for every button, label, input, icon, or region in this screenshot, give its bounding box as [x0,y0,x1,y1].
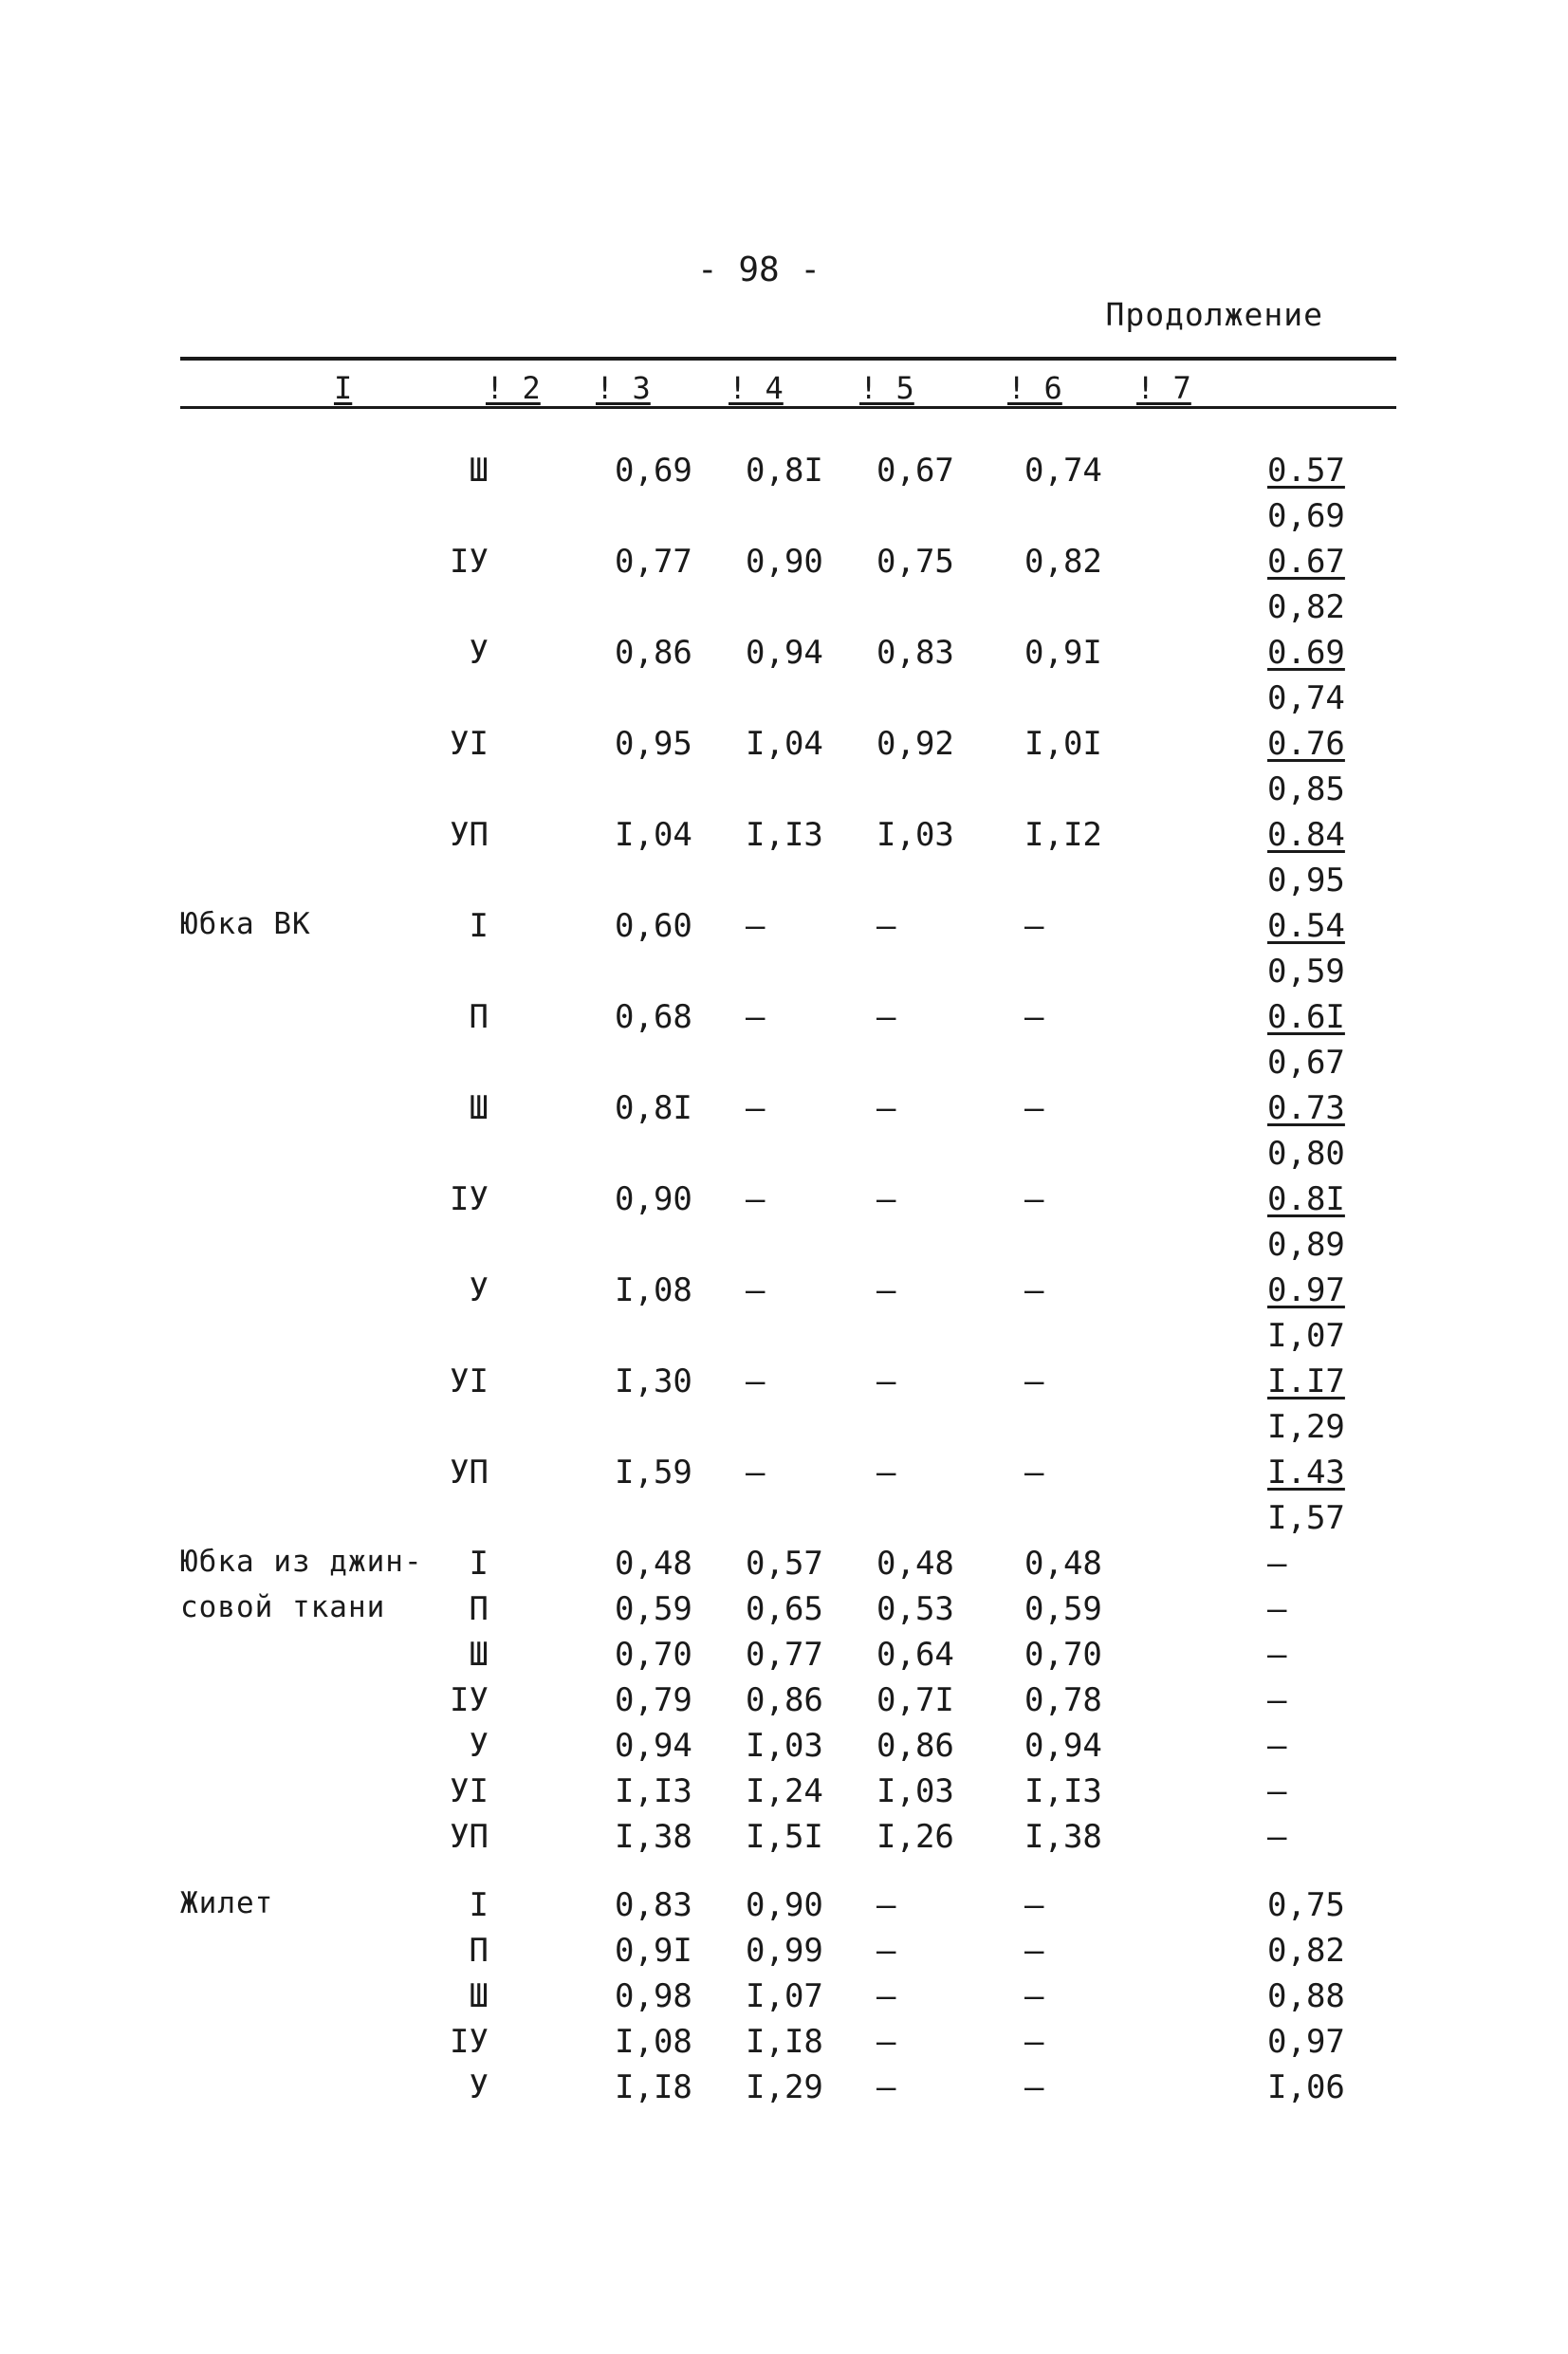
cell-col5: – [876,1271,896,1309]
cell-size: УП [450,1454,489,1492]
cell-size: IУ [450,543,489,581]
cell-col6: 0,82 [1024,543,1102,581]
cell-col4: I,I8 [746,2023,823,2061]
cell-col3: I,I8 [615,2068,692,2106]
header-col-3: ! 3 [596,370,651,406]
cell-col3: I,08 [615,1271,692,1309]
cell-col3: 0,95 [615,725,692,763]
cell-col7: – [1267,1818,1287,1856]
cell-size: У [469,1727,489,1765]
header-col-5: ! 5 [859,370,914,406]
cell-col6: 0,74 [1024,452,1102,490]
cell-size: I [469,1886,489,1924]
cell-size: П [469,1590,489,1628]
cell-col6: – [1024,1271,1044,1309]
cell-col4: 0,77 [746,1636,823,1674]
cell-col7: – [1267,1545,1287,1583]
cell-col6: 0,78 [1024,1681,1102,1719]
cell-col4: – [746,998,766,1036]
cell-col7-top: 0.69 [1267,634,1345,672]
cell-col3: 0,69 [615,452,692,490]
cell-col7-bottom: 0,80 [1267,1135,1345,1173]
cell-col6: – [1024,2068,1044,2106]
page-number: - 98 - [696,250,821,289]
cell-col7: – [1267,1772,1287,1810]
cell-col5: – [876,1454,896,1492]
cell-col4: – [746,1362,766,1400]
cell-col6: 0,48 [1024,1545,1102,1583]
cell-col4: 0,57 [746,1545,823,1583]
cell-col3: I,04 [615,816,692,854]
header-col-2: ! 2 [486,370,541,406]
cell-col6: I,I2 [1024,816,1102,854]
cell-col5: 0,48 [876,1545,954,1583]
cell-col5: 0,64 [876,1636,954,1674]
cell-col6: – [1024,907,1044,945]
header-col-4: ! 4 [729,370,784,406]
cell-col3: I,38 [615,1818,692,1856]
cell-size: IУ [450,2023,489,2061]
cell-col3: I,30 [615,1362,692,1400]
cell-col5: – [876,998,896,1036]
cell-col7: I,06 [1267,2068,1345,2106]
cell-size: П [469,998,489,1036]
cell-col7: 0,75 [1267,1886,1345,1924]
cell-col7-bottom: 0,67 [1267,1044,1345,1082]
cell-size: Ш [469,1977,489,2015]
cell-col3: 0,68 [615,998,692,1036]
cell-size: Ш [469,1636,489,1674]
cell-col5: 0,86 [876,1727,954,1765]
cell-col5: 0,75 [876,543,954,581]
group-label: совой ткани [180,1590,386,1624]
cell-col7-top: 0.8I [1267,1180,1345,1218]
cell-col6: I,0I [1024,725,1102,763]
cell-size: IУ [450,1180,489,1218]
cell-col3: 0,86 [615,634,692,672]
cell-col3: 0,70 [615,1636,692,1674]
cell-col3: 0,98 [615,1977,692,2015]
cell-col6: 0,70 [1024,1636,1102,1674]
cell-col6: I,38 [1024,1818,1102,1856]
group-label: Юбка из джин- [180,1545,423,1579]
cell-col7-bottom: I,57 [1267,1499,1345,1537]
cell-size: УI [450,725,489,763]
cell-size: УI [450,1772,489,1810]
cell-col7: – [1267,1681,1287,1719]
cell-col4: 0,90 [746,543,823,581]
cell-col3: I,I3 [615,1772,692,1810]
cell-col6: – [1024,1362,1044,1400]
header-col-7: ! 7 [1136,370,1191,406]
cell-col7: – [1267,1636,1287,1674]
cell-col3: 0,60 [615,907,692,945]
cell-col3: 0,8I [615,1089,692,1127]
cell-col5: – [876,1089,896,1127]
cell-col7: 0,82 [1267,1932,1345,1970]
cell-col6: – [1024,1454,1044,1492]
cell-col5: I,03 [876,1772,954,1810]
cell-size: IУ [450,1681,489,1719]
header-row [0,370,1568,404]
cell-col5: 0,67 [876,452,954,490]
cell-col7: 0,88 [1267,1977,1345,2015]
cell-col7: 0,97 [1267,2023,1345,2061]
cell-col6: – [1024,1886,1044,1924]
cell-col4: – [746,1180,766,1218]
cell-col7-bottom: 0,95 [1267,862,1345,899]
cell-col5: – [876,1362,896,1400]
cell-col3: 0,77 [615,543,692,581]
cell-col5: 0,92 [876,725,954,763]
cell-col7-bottom: 0,82 [1267,588,1345,626]
cell-col6: – [1024,998,1044,1036]
cell-col7-top: 0.6I [1267,998,1345,1036]
cell-col3: I,59 [615,1454,692,1492]
header-col-1: I [334,370,353,406]
cell-col4: 0,90 [746,1886,823,1924]
group-label: Юбка ВК [180,907,311,941]
cell-col4: 0,94 [746,634,823,672]
cell-col7-bottom: 0,69 [1267,497,1345,535]
cell-col4: I,5I [746,1818,823,1856]
cell-col7: – [1267,1590,1287,1628]
cell-col7-bottom: 0,59 [1267,953,1345,991]
cell-col6: – [1024,1977,1044,2015]
cell-col4: 0,86 [746,1681,823,1719]
cell-col3: 0,94 [615,1727,692,1765]
continuation-label: Продолжение [1105,296,1323,333]
cell-col5: 0,83 [876,634,954,672]
cell-col7-top: 0.76 [1267,725,1345,763]
cell-col7-top: I.I7 [1267,1362,1345,1400]
cell-col3: 0,59 [615,1590,692,1628]
cell-col4: I,I3 [746,816,823,854]
group-label: Жилет [180,1886,274,1920]
cell-col6: 0,94 [1024,1727,1102,1765]
cell-col4: 0,8I [746,452,823,490]
cell-col7-top: 0.67 [1267,543,1345,581]
cell-col4: 0,99 [746,1932,823,1970]
cell-col4: I,07 [746,1977,823,2015]
cell-size: У [469,1271,489,1309]
cell-col5: 0,53 [876,1590,954,1628]
cell-col7-top: 0.54 [1267,907,1345,945]
cell-size: УП [450,1818,489,1856]
cell-col7-bottom: I,07 [1267,1317,1345,1355]
cell-col4: – [746,1089,766,1127]
cell-col7-top: 0.97 [1267,1271,1345,1309]
cell-col7: – [1267,1727,1287,1765]
cell-col5: – [876,2023,896,2061]
cell-col6: – [1024,1089,1044,1127]
cell-col3: I,08 [615,2023,692,2061]
cell-col3: 0,83 [615,1886,692,1924]
cell-size: У [469,2068,489,2106]
cell-col5: – [876,1932,896,1970]
cell-col7-bottom: 0,74 [1267,679,1345,717]
cell-col4: I,03 [746,1727,823,1765]
cell-col4: I,24 [746,1772,823,1810]
cell-col4: – [746,1454,766,1492]
cell-size: I [469,907,489,945]
cell-col5: – [876,1180,896,1218]
cell-col7-top: 0.84 [1267,816,1345,854]
cell-col6: – [1024,1180,1044,1218]
cell-col7-top: I.43 [1267,1454,1345,1492]
cell-col5: – [876,1977,896,2015]
cell-col6: – [1024,2023,1044,2061]
cell-col3: 0,79 [615,1681,692,1719]
cell-col4: I,04 [746,725,823,763]
cell-size: I [469,1545,489,1583]
cell-size: У [469,634,489,672]
cell-col4: 0,65 [746,1590,823,1628]
cell-size: П [469,1932,489,1970]
cell-col5: I,03 [876,816,954,854]
cell-col7-bottom: I,29 [1267,1408,1345,1446]
cell-col5: – [876,1886,896,1924]
cell-col6: 0,59 [1024,1590,1102,1628]
cell-col7-top: 0.57 [1267,452,1345,490]
header-bottom-rule [180,406,1396,409]
cell-col3: 0,9I [615,1932,692,1970]
cell-col4: – [746,907,766,945]
header-col-6: ! 6 [1007,370,1062,406]
cell-col6: 0,9I [1024,634,1102,672]
cell-col4: – [746,1271,766,1309]
cell-col5: I,26 [876,1818,954,1856]
cell-col5: – [876,2068,896,2106]
cell-size: УI [450,1362,489,1400]
cell-col3: 0,90 [615,1180,692,1218]
top-rule [180,357,1396,361]
cell-col7-top: 0.73 [1267,1089,1345,1127]
cell-size: Ш [469,452,489,490]
cell-col6: I,I3 [1024,1772,1102,1810]
cell-col5: – [876,907,896,945]
cell-col3: 0,48 [615,1545,692,1583]
cell-size: УП [450,816,489,854]
cell-size: Ш [469,1089,489,1127]
cell-col7-bottom: 0,89 [1267,1226,1345,1264]
cell-col6: – [1024,1932,1044,1970]
cell-col5: 0,7I [876,1681,954,1719]
cell-col7-bottom: 0,85 [1267,770,1345,808]
cell-col4: I,29 [746,2068,823,2106]
